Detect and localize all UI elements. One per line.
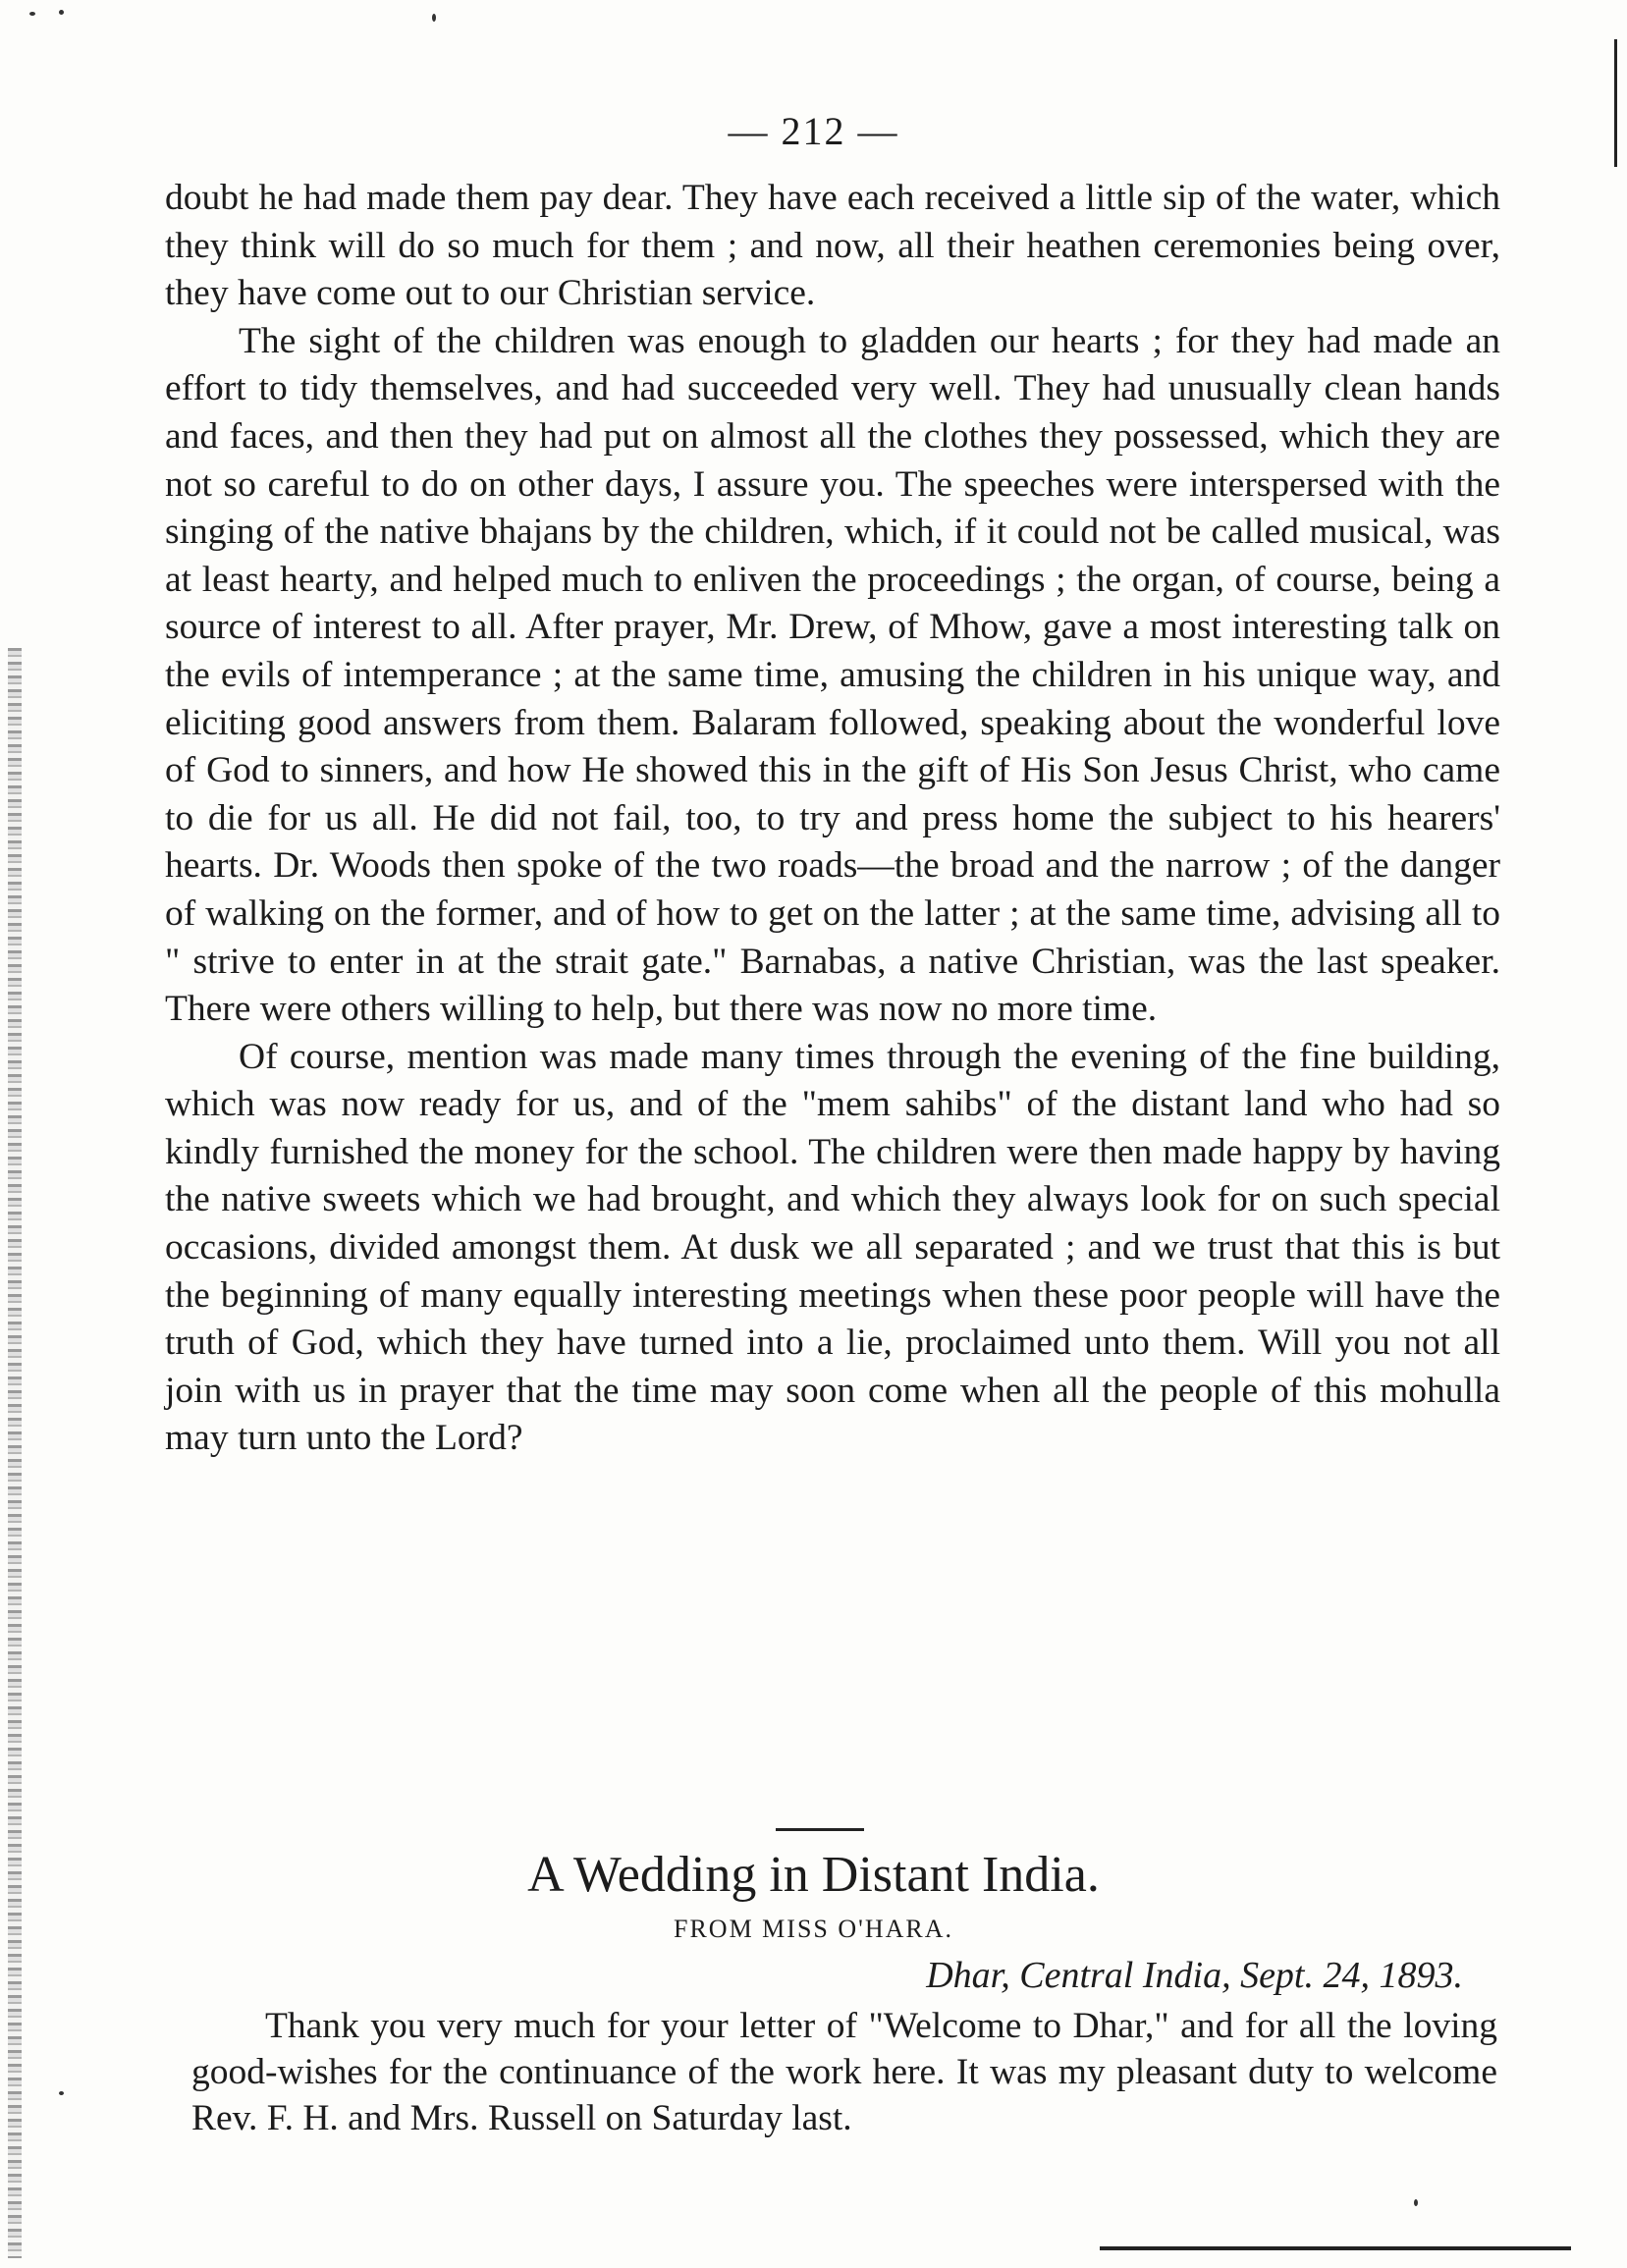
footer-rule [1100,2246,1571,2250]
paragraph: Thank you very much for your letter of "Welcome to Dhar," and for all the loving good-wishes for the continuance of the work here. It was my pleasant duty to welcome Rev. F. H. and Mrs. Russell on Saturday last. [191,2006,1497,2138]
article-dateline: Dhar, Central India, Sept. 24, 1893. [926,1955,1463,1996]
article-byline: FROM MISS O'HARA. [673,1915,954,1943]
page-number: — 212 — [728,109,899,153]
article-title: A Wedding in Distant India. [527,1847,1100,1903]
letter-body [191,2003,1497,2141]
article-body [165,175,1500,1463]
scan-speck [59,10,64,15]
paragraph: The sight of the children was enough to gladden our hearts ; for they had made an effort to tidy themselves, and had succeeded very well. They had unusually clean hands and faces, and then they had put on almost all the clothes they possessed, which they are not so careful to do on other days, I assure you. The speeches were interspersed with the singing of the native bhajans by the children, which, if it could not be called musical, was at least hearty, and helped much to enliven the proceedings ; the organ, of course, being a source of interest to all. After prayer, Mr. Drew, of Mhow, gave a most interesting talk on the evils of intemperance ; at the same time, amusing the children in his unique way, and eliciting good answers from them. Balaram followed, speaking about the wonderful love of God to sinners, and how He showed this in the gift of His Son Jesus Christ, who came to die for us all. He did not fail, too, to try and press home the subject to his hearers' hearts. Dr. Woods then spoke of the two roads—the broad and the narrow ; of the danger of walking on the former, and of how to get on the latter ; at the same time, advising all to " strive to enter in at the strait gate." Barnabas, a native Christian, was the last speaker. There were others willing to help, but there was now no more time. [165,320,1500,1030]
paragraph: doubt he had made them pay dear. They have each received a little sip of the water, which they think will do so much for them ; and now, all their heathen ceremonies being over, they have come out to our Christian service. [165,178,1500,314]
paragraph: Of course, mention was made many times through the evening of the fine building, which was now ready for us, and of the "mem sahibs" of the distant land who had so kindly furnished the money for the school. The children were then made happy by having the native sweets which we had brought, and which they always look for on such special occasions, divided amongst them. At dusk we all separated ; and we trust that this is but the beginning of many equally interesting meetings when these poor people will have the truth of God, which they have turned into a lie, proclaimed unto them. Will you not all join with us in prayer that the time may soon come when all the people of this mohulla may turn unto the Lord? [165,1036,1500,1459]
section-divider [776,1828,864,1831]
scan-speck [59,2091,64,2095]
scan-speck [1414,2199,1418,2206]
binding-edge-artifact [8,648,22,2258]
scan-speck [29,12,35,16]
scan-speck [432,14,436,22]
